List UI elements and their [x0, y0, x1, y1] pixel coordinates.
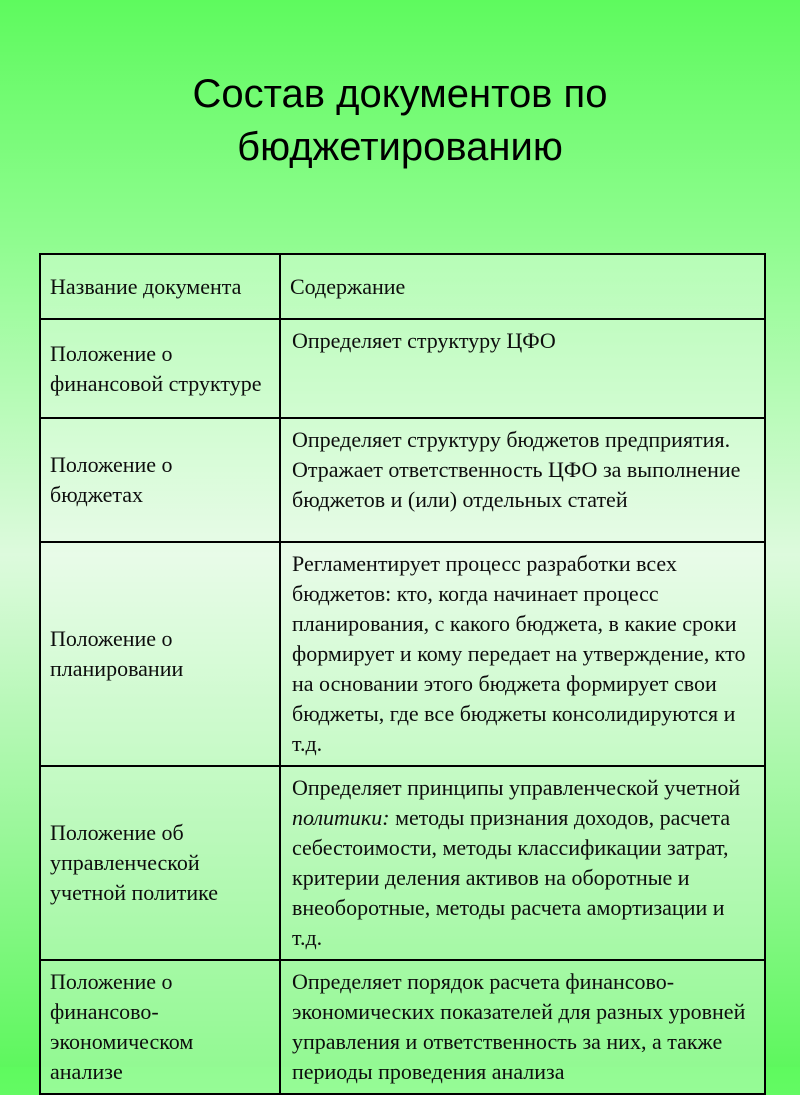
doc-content-cell: Определяет структуру ЦФО: [280, 319, 765, 418]
table-row: [40, 418, 765, 542]
table-row: [40, 766, 765, 960]
header-content: Содержание: [280, 254, 765, 319]
doc-content-text: Определяет принципы управленческой учетной: [292, 775, 741, 800]
doc-name-cell: Положение об управленческой учетной политике: [40, 766, 280, 960]
doc-content-cell: Регламентирует процесс разработки всех бюджетов: кто, когда начинает процесс планирования, с какого бюджета, в какие сроки формирует и кому передает на утверждение, кто на основании этого бюджета формирует свои бюджеты, где все бюджеты консолидируются и т.д.: [280, 542, 765, 766]
doc-content-text: методы признания доходов, расчета себестоимости, методы классификации затрат, критерии деления активов на оборотные и внеоборотные, методы расчета амортизации и т.д.: [292, 805, 731, 950]
table-row: [40, 319, 765, 418]
doc-name-cell: Положение о финансовой структуре: [40, 319, 280, 418]
table-header-row: [40, 254, 765, 319]
doc-content-cell: [280, 766, 765, 960]
budgeting-documents-table: [39, 253, 766, 1095]
doc-content-cell: Определяет порядок расчета финансово-экономических показателей для разных уровней управления и ответственность за них, а также периоды проведения анализа: [280, 960, 765, 1094]
slide-title: [0, 68, 800, 174]
doc-content-cell: Определяет структуру бюджетов предприятия. Отражает ответственность ЦФО за выполнение бюджетов и (или) отдельных статей: [280, 418, 765, 542]
doc-name-cell: Положение о финансово-экономическом анализе: [40, 960, 280, 1094]
doc-content-italic-term: политики:: [292, 805, 390, 830]
doc-name-cell: Положение о бюджетах: [40, 418, 280, 542]
doc-name-cell: Положение о планировании: [40, 542, 280, 766]
table-row: [40, 542, 765, 766]
table-row: [40, 960, 765, 1094]
header-document-name: Название документа: [40, 254, 280, 319]
slide-title-text: Состав документов по бюджетированию: [192, 72, 608, 170]
